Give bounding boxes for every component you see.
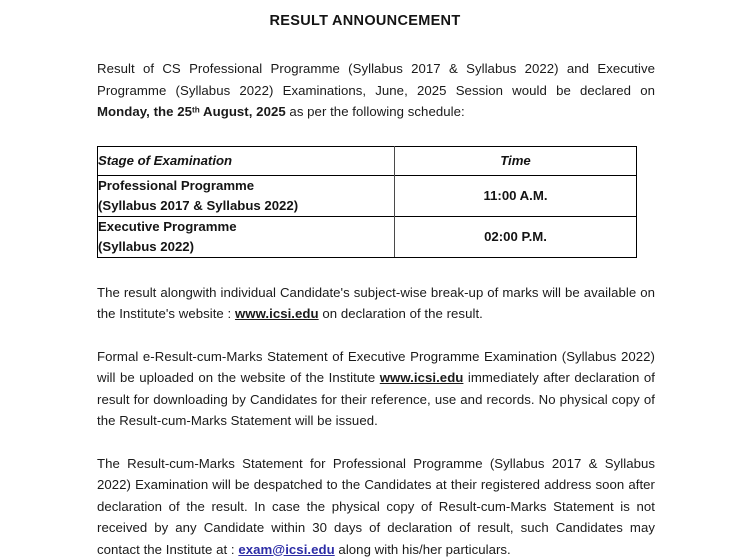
announcement-date-rest: August, 2025 xyxy=(200,104,286,119)
cell-time-executive: 02:00 P.M. xyxy=(395,216,637,257)
column-header-time: Time xyxy=(395,146,637,175)
stage-line-2: (Syllabus 2017 & Syllabus 2022) xyxy=(98,196,394,216)
cell-time-professional: 11:00 A.M. xyxy=(395,175,637,216)
intro-text-after-date: as per the following schedule: xyxy=(286,104,465,119)
paragraph-result-availability xyxy=(97,282,655,325)
p1-text-a: The result alongwith individual Candidate's subject-wise break-up of marks will be available on the Institute's website : xyxy=(97,285,655,322)
p2-text-a: Formal e-Result-cum-Marks Statement of Executive Programme Examination (Syllabus 2022) will be uploaded on the website of the Institute xyxy=(97,349,655,386)
stage-line-2: (Syllabus 2022) xyxy=(98,237,394,257)
cell-stage-professional xyxy=(98,175,395,216)
paragraph-executive-statement xyxy=(97,346,655,432)
p1-text-b: on declaration of the result. xyxy=(319,306,483,321)
exam-email-link[interactable]: exam@icsi.edu xyxy=(238,542,334,557)
p2-text-b: immediately after declaration of result for downloading by Candidates for their reference, use and records. No physical copy of the Result-cum-Marks Statement will be issued. xyxy=(97,370,655,428)
schedule-table-wrapper xyxy=(97,146,636,258)
table-row xyxy=(98,216,637,257)
announcement-date-main: Monday, the 25 xyxy=(97,104,192,119)
intro-block xyxy=(97,58,655,123)
stage-line-1: Executive Programme xyxy=(98,217,394,237)
body-paragraphs xyxy=(97,282,655,560)
p3-text-b: along with his/her particulars. xyxy=(335,542,511,557)
table-header-row xyxy=(98,146,637,175)
stage-line-1: Professional Programme xyxy=(98,176,394,196)
column-header-stage: Stage of Examination xyxy=(98,146,395,175)
page-title: RESULT ANNOUNCEMENT xyxy=(0,0,730,29)
icsi-website-link[interactable]: www.icsi.edu xyxy=(380,370,464,385)
announcement-date-ordinal: th xyxy=(192,106,200,115)
icsi-website-link[interactable]: www.icsi.edu xyxy=(235,306,319,321)
paragraph-professional-statement xyxy=(97,453,655,560)
cell-stage-executive xyxy=(98,216,395,257)
table-row xyxy=(98,175,637,216)
intro-paragraph xyxy=(97,58,655,123)
intro-text-before-date: Result of CS Professional Programme (Syllabus 2017 & Syllabus 2022) and Executive Programme (Syllabus 2022) Examinations, June, 2025 Session would be declared on xyxy=(97,61,655,98)
p3-text-a: The Result-cum-Marks Statement for Professional Programme (Syllabus 2017 & Syllabus 2022) Examination will be despatched to the Candidates at their registered address soon after declaration of the result. In case the physical copy of Result-cum-Marks Statement is not received by any Candidate within 30 days of declaration of result, such Candidates may contact the Institute at : xyxy=(97,456,655,557)
schedule-table xyxy=(97,146,637,258)
